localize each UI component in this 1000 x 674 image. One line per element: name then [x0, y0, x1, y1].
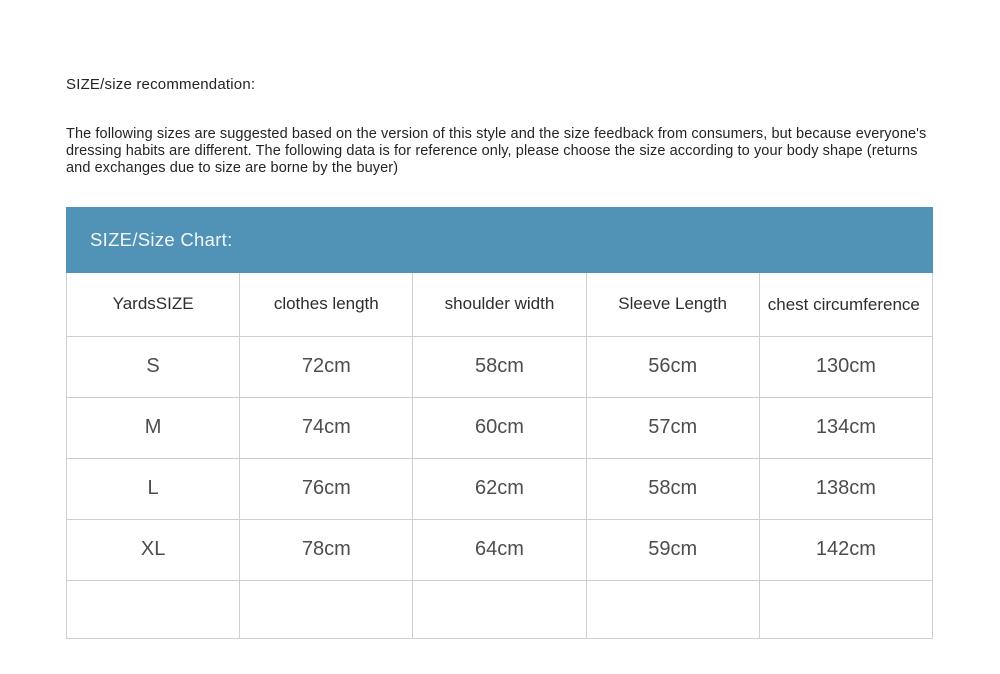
column-header-sleeve-length: Sleeve Length	[586, 273, 759, 336]
cell-shoulder-width: 58cm	[413, 336, 586, 397]
cell-size: M	[67, 397, 240, 458]
cell-clothes-length: 74cm	[240, 397, 413, 458]
cell-size: XL	[67, 519, 240, 580]
size-recommendation-description: The following sizes are suggested based on the version of this style and the size feedback from consumers, but because everyone's dressing habits are different. The following data is for reference only, please choose the size according to your body shape (returns and exchanges due to size are borne by the buyer)	[66, 126, 927, 176]
column-header-chest-circumference: chest circumference	[759, 273, 932, 336]
cell-chest-circumference	[759, 580, 932, 638]
cell-size	[67, 580, 240, 638]
table-row-xl	[67, 519, 933, 580]
cell-chest-circumference: 134cm	[759, 397, 932, 458]
table-row-m	[67, 397, 933, 458]
table-row-empty	[67, 580, 933, 638]
table-header-row	[67, 273, 933, 336]
cell-sleeve-length: 57cm	[586, 397, 759, 458]
cell-clothes-length: 72cm	[240, 336, 413, 397]
cell-clothes-length: 78cm	[240, 519, 413, 580]
column-header-shoulder-width: shoulder width	[413, 273, 586, 336]
size-chart-table	[66, 273, 933, 639]
column-header-clothes-length: clothes length	[240, 273, 413, 336]
cell-sleeve-length: 56cm	[586, 336, 759, 397]
cell-size: S	[67, 336, 240, 397]
size-chart-title: SIZE/Size Chart:	[90, 229, 233, 250]
cell-size: L	[67, 458, 240, 519]
size-chart-banner	[66, 207, 933, 273]
cell-shoulder-width: 60cm	[413, 397, 586, 458]
size-recommendation-heading: SIZE/size recommendation:	[66, 76, 256, 93]
table-row-l	[67, 458, 933, 519]
cell-chest-circumference: 138cm	[759, 458, 932, 519]
cell-clothes-length: 76cm	[240, 458, 413, 519]
cell-chest-circumference: 130cm	[759, 336, 932, 397]
cell-shoulder-width: 64cm	[413, 519, 586, 580]
cell-sleeve-length: 58cm	[586, 458, 759, 519]
table-row-s	[67, 336, 933, 397]
cell-clothes-length	[240, 580, 413, 638]
cell-shoulder-width	[413, 580, 586, 638]
cell-sleeve-length: 59cm	[586, 519, 759, 580]
column-header-size: YardsSIZE	[67, 273, 240, 336]
cell-shoulder-width: 62cm	[413, 458, 586, 519]
content-area	[66, 0, 933, 639]
cell-sleeve-length	[586, 580, 759, 638]
cell-chest-circumference: 142cm	[759, 519, 932, 580]
